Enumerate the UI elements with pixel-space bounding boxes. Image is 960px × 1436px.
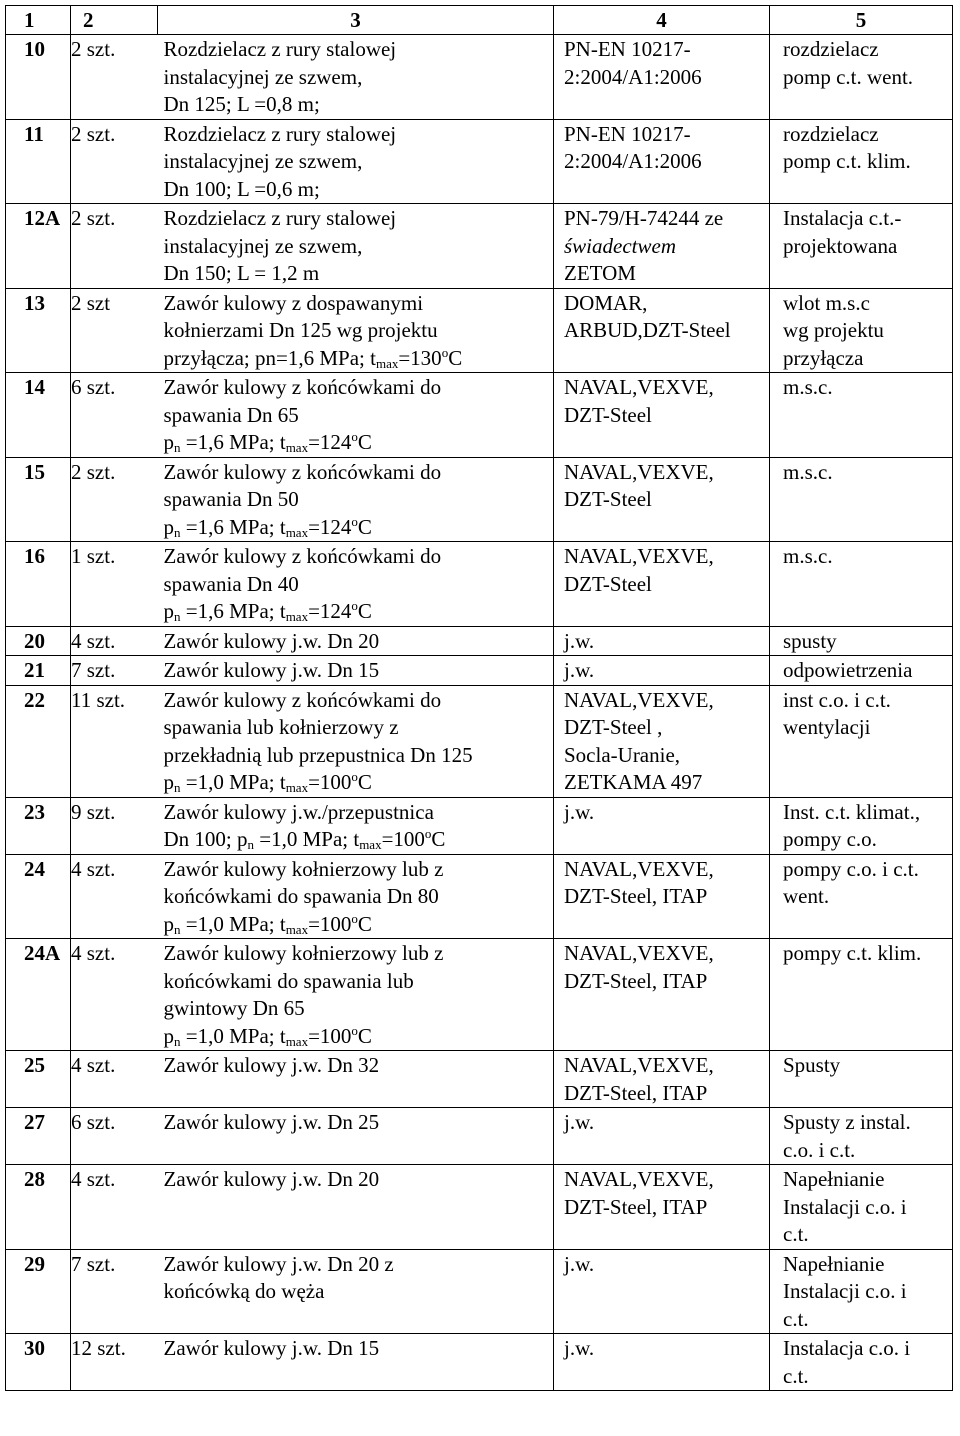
row-purpose — [770, 457, 953, 542]
purpose-line: m.s.c. — [783, 544, 833, 568]
row-standard — [554, 1165, 770, 1250]
standard-line: ZETOM — [564, 261, 636, 285]
description-line: gwintowy Dn 65 — [163, 996, 305, 1020]
purpose-line: m.s.c. — [783, 375, 833, 399]
purpose-line: pomp c.t. went. — [783, 64, 914, 89]
description-line: przyłącza; pn=1,6 MPa; $t_{max}=130^oC$ — [163, 344, 463, 371]
description-line: Zawór kulowy j.w. Dn 15 — [163, 1336, 380, 1360]
row-number: 13 — [6, 288, 71, 373]
description-line: Dn 100; $p_n =1,0$ MPa; $t_{max}=100^oC$ — [163, 826, 446, 852]
description-line: Zawór kulowy kołnierzowy lub z — [163, 856, 444, 881]
row-quantity: 4 szt. — [71, 1051, 158, 1108]
row-number: 20 — [6, 626, 71, 656]
row-quantity: 2 szt. — [71, 457, 158, 542]
standard-line: NAVAL,VEXVE, — [564, 856, 714, 881]
description-line: Rozdzielacz z rury stalowej — [163, 206, 397, 230]
header-col-1: 1 — [6, 6, 71, 35]
table-row — [6, 1108, 953, 1165]
purpose-line: wentylacji — [783, 715, 871, 739]
description-line: Zawór kulowy j.w./przepustnica — [163, 799, 434, 824]
row-purpose — [770, 656, 953, 686]
purpose-line: Instalacji c.o. i — [783, 1194, 907, 1219]
description-line: $p_n =1,0$ MPa; $t_{max}=100^oC$ — [163, 910, 372, 937]
row-description — [158, 626, 554, 656]
row-description — [158, 204, 554, 289]
description-line: Dn 150; L = 1,2 m — [163, 261, 320, 285]
row-number: 16 — [6, 542, 71, 627]
purpose-line: Spusty — [783, 1053, 841, 1077]
description-line: Zawór kulowy z końcówkami do — [163, 459, 442, 484]
table-row — [6, 1334, 953, 1391]
specification-table — [5, 5, 953, 1391]
description-line: $p_n =1,6$ MPa; $t_{max}=124^oC$ — [163, 429, 372, 455]
purpose-line: Inst. c.t. klimat., — [783, 799, 921, 824]
row-quantity: 2 szt — [71, 288, 158, 373]
row-description — [158, 288, 554, 373]
purpose-line: pompy c.o. i c.t. — [783, 856, 919, 881]
row-number: 28 — [6, 1165, 71, 1250]
standard-line: NAVAL,VEXVE, — [564, 459, 714, 484]
header-col-2: 2 — [71, 6, 158, 35]
row-description — [158, 1108, 554, 1165]
row-standard — [554, 542, 770, 627]
row-standard — [554, 119, 770, 204]
row-number: 29 — [6, 1249, 71, 1334]
row-standard — [554, 373, 770, 458]
row-number: 27 — [6, 1108, 71, 1165]
table-row — [6, 542, 953, 627]
table-row — [6, 854, 953, 939]
table-row — [6, 204, 953, 289]
row-purpose — [770, 119, 953, 204]
purpose-line: c.t. — [783, 1306, 809, 1331]
description-line: Zawór kulowy z końcówkami do — [163, 687, 442, 712]
description-line: Zawór kulowy z końcówkami do — [163, 544, 442, 568]
row-number: 24A — [6, 939, 71, 1051]
purpose-line: spusty — [783, 628, 837, 653]
standard-line: j.w. — [564, 1251, 595, 1276]
row-purpose — [770, 626, 953, 656]
row-standard — [554, 797, 770, 854]
row-standard — [554, 1249, 770, 1334]
row-standard — [554, 1051, 770, 1108]
row-quantity: 11 szt. — [71, 685, 158, 797]
description-line: przekładnią lub przepustnica Dn 125 — [163, 742, 473, 767]
row-description — [158, 1249, 554, 1334]
table-row — [6, 1165, 953, 1250]
standard-line: NAVAL,VEXVE, — [564, 375, 714, 399]
standard-line: j.w. — [564, 628, 595, 653]
standard-line: DZT-Steel , — [564, 715, 663, 739]
row-description — [158, 1334, 554, 1391]
purpose-line: projektowana — [783, 233, 898, 258]
row-quantity: 4 szt. — [71, 626, 158, 656]
row-number: 22 — [6, 685, 71, 797]
row-standard — [554, 1334, 770, 1391]
description-line: $p_n =1,6$ MPa; $t_{max}=124^oC$ — [163, 513, 372, 540]
row-quantity: 4 szt. — [71, 1165, 158, 1250]
row-number: 24 — [6, 854, 71, 939]
row-description — [158, 1165, 554, 1250]
description-line: Zawór kulowy j.w. Dn 32 — [163, 1053, 380, 1077]
standard-line: DZT-Steel, ITAP — [564, 884, 708, 908]
row-purpose — [770, 1165, 953, 1250]
table-row — [6, 119, 953, 204]
row-quantity: 2 szt. — [71, 204, 158, 289]
table-row — [6, 626, 953, 656]
row-purpose — [770, 1108, 953, 1165]
description-line: końcówkami do spawania Dn 80 — [163, 884, 439, 908]
row-quantity: 6 szt. — [71, 373, 158, 458]
purpose-line: Spusty z instal. — [783, 1110, 911, 1134]
table-row — [6, 685, 953, 797]
purpose-line: Instalacja c.t.- — [783, 206, 902, 230]
row-quantity: 2 szt. — [71, 119, 158, 204]
standard-line: DZT-Steel — [564, 487, 652, 511]
table-row — [6, 1051, 953, 1108]
purpose-line: wlot m.s.c — [783, 290, 870, 315]
row-standard — [554, 656, 770, 686]
standard-line: DOMAR, — [564, 290, 648, 315]
description-line: Zawór kulowy j.w. Dn 20 — [163, 1167, 380, 1191]
row-purpose — [770, 1334, 953, 1391]
table-row — [6, 35, 953, 120]
description-line: Dn 100; L =0,6 m; — [163, 176, 320, 201]
row-number: 11 — [6, 119, 71, 204]
table-row — [6, 939, 953, 1051]
row-purpose — [770, 373, 953, 458]
description-line: spawania Dn 50 — [163, 487, 299, 511]
row-standard — [554, 1108, 770, 1165]
standard-line: PN-EN 10217- — [564, 121, 691, 146]
row-description — [158, 854, 554, 939]
standard-line: NAVAL,VEXVE, — [564, 687, 714, 712]
row-description — [158, 119, 554, 204]
standard-line: ZETKAMA 497 — [564, 770, 703, 794]
standard-line: 2:2004/A1:2006 — [564, 64, 702, 89]
row-number: 12A — [6, 204, 71, 289]
description-line: Zawór kulowy z końcówkami do — [163, 375, 442, 399]
row-quantity: 4 szt. — [71, 854, 158, 939]
description-line: Zawór kulowy j.w. Dn 25 — [163, 1110, 380, 1134]
standard-line: PN-EN 10217- — [564, 37, 691, 61]
table-row — [6, 373, 953, 458]
row-number: 25 — [6, 1051, 71, 1108]
row-purpose — [770, 542, 953, 627]
row-standard — [554, 939, 770, 1051]
row-purpose — [770, 797, 953, 854]
purpose-line: odpowietrzenia — [783, 658, 913, 682]
row-description — [158, 542, 554, 627]
purpose-line: Napełnianie — [783, 1167, 885, 1191]
purpose-line: rozdzielacz — [783, 121, 879, 146]
standard-line: j.w. — [564, 1110, 595, 1134]
row-purpose — [770, 1051, 953, 1108]
standard-line: j.w. — [564, 658, 595, 682]
purpose-line: pompy c.o. — [783, 827, 877, 851]
row-description — [158, 457, 554, 542]
description-line: spawania lub kołnierzowy z — [163, 715, 399, 739]
row-number: 21 — [6, 656, 71, 686]
table-row — [6, 1249, 953, 1334]
description-line: Rozdzielacz z rury stalowej — [163, 121, 397, 146]
purpose-line: went. — [783, 884, 830, 908]
purpose-line: rozdzielacz — [783, 37, 879, 61]
row-quantity: 6 szt. — [71, 1108, 158, 1165]
header-col-5: 5 — [770, 6, 953, 35]
purpose-line: przyłącza — [783, 345, 864, 370]
standard-line: świadectwem — [564, 233, 676, 258]
row-standard — [554, 626, 770, 656]
standard-line: j.w. — [564, 799, 595, 824]
table-body — [6, 35, 953, 1391]
standard-line: NAVAL,VEXVE, — [564, 1053, 714, 1077]
standard-line: NAVAL,VEXVE, — [564, 941, 714, 965]
standard-line: DZT-Steel — [564, 402, 652, 427]
standard-line: DZT-Steel, ITAP — [564, 1080, 708, 1105]
description-line: Rozdzielacz z rury stalowej — [163, 37, 397, 61]
row-number: 10 — [6, 35, 71, 120]
row-number: 23 — [6, 797, 71, 854]
description-line: $p_n =1,0$ MPa; $t_{max}=100^oC$ — [163, 769, 372, 795]
row-purpose — [770, 854, 953, 939]
row-description — [158, 685, 554, 797]
description-line: Zawór kulowy j.w. Dn 15 — [163, 658, 380, 682]
purpose-line: pompy c.t. klim. — [783, 941, 922, 965]
row-purpose — [770, 204, 953, 289]
row-purpose — [770, 288, 953, 373]
description-line: $p_n =1,6$ MPa; $t_{max}=124^oC$ — [163, 598, 372, 624]
purpose-line: inst c.o. i c.t. — [783, 687, 891, 712]
description-line: Zawór kulowy kołnierzowy lub z — [163, 941, 444, 965]
row-quantity: 7 szt. — [71, 656, 158, 686]
row-purpose — [770, 35, 953, 120]
description-line: spawania Dn 40 — [163, 571, 299, 596]
row-quantity: 2 szt. — [71, 35, 158, 120]
purpose-line: c.o. i c.t. — [783, 1137, 856, 1162]
table-row — [6, 288, 953, 373]
row-standard — [554, 204, 770, 289]
row-purpose — [770, 939, 953, 1051]
standard-line: PN-79/H-74244 ze — [564, 206, 724, 230]
standard-line: NAVAL,VEXVE, — [564, 1167, 714, 1191]
description-line: $p_n =1,0$ MPa; $t_{max}=100^oC$ — [163, 1022, 372, 1049]
standard-line: ARBUD,DZT-Steel — [564, 318, 731, 342]
description-line: Dn 125; L =0,8 m; — [163, 92, 320, 116]
row-standard — [554, 457, 770, 542]
table-row — [6, 797, 953, 854]
purpose-line: m.s.c. — [783, 459, 833, 484]
row-standard — [554, 288, 770, 373]
description-line: instalacyjnej ze szwem, — [163, 233, 363, 258]
row-quantity: 12 szt. — [71, 1334, 158, 1391]
row-purpose — [770, 1249, 953, 1334]
description-line: końcówką do węża — [163, 1279, 325, 1303]
row-quantity: 4 szt. — [71, 939, 158, 1051]
purpose-line: Instalacja c.o. i — [783, 1336, 911, 1360]
row-number: 14 — [6, 373, 71, 458]
row-description — [158, 1051, 554, 1108]
standard-line: Socla-Uranie, — [564, 742, 681, 767]
row-number: 30 — [6, 1334, 71, 1391]
standard-line: DZT-Steel — [564, 571, 652, 596]
header-row — [6, 6, 953, 35]
row-description — [158, 373, 554, 458]
header-col-3: 3 — [158, 6, 554, 35]
purpose-line: c.t. — [783, 1363, 809, 1388]
row-purpose — [770, 685, 953, 797]
standard-line: 2:2004/A1:2006 — [564, 149, 702, 173]
purpose-line: wg projektu — [783, 318, 884, 342]
row-quantity: 1 szt. — [71, 542, 158, 627]
row-standard — [554, 35, 770, 120]
header-col-4: 4 — [554, 6, 770, 35]
description-line: kołnierzami Dn 125 wg projektu — [163, 318, 438, 342]
description-line: Zawór kulowy z dospawanymi — [163, 290, 424, 315]
standard-line: NAVAL,VEXVE, — [564, 544, 714, 568]
description-line: instalacyjnej ze szwem, — [163, 64, 363, 89]
description-line: końcówkami do spawania lub — [163, 968, 414, 993]
description-line: Zawór kulowy j.w. Dn 20 z — [163, 1251, 394, 1276]
description-line: Zawór kulowy j.w. Dn 20 — [163, 628, 380, 653]
row-description — [158, 939, 554, 1051]
row-number: 15 — [6, 457, 71, 542]
purpose-line: c.t. — [783, 1222, 809, 1246]
description-line: instalacyjnej ze szwem, — [163, 149, 363, 173]
row-standard — [554, 685, 770, 797]
row-description — [158, 35, 554, 120]
row-quantity: 9 szt. — [71, 797, 158, 854]
table-row — [6, 656, 953, 686]
row-quantity: 7 szt. — [71, 1249, 158, 1334]
standard-line: j.w. — [564, 1336, 595, 1360]
standard-line: DZT-Steel, ITAP — [564, 968, 708, 993]
standard-line: DZT-Steel, ITAP — [564, 1194, 708, 1219]
table-row — [6, 457, 953, 542]
row-standard — [554, 854, 770, 939]
description-line: spawania Dn 65 — [163, 402, 299, 427]
row-description — [158, 656, 554, 686]
purpose-line: pomp c.t. klim. — [783, 149, 911, 173]
purpose-line: Instalacji c.o. i — [783, 1279, 907, 1303]
row-description — [158, 797, 554, 854]
purpose-line: Napełnianie — [783, 1251, 885, 1276]
